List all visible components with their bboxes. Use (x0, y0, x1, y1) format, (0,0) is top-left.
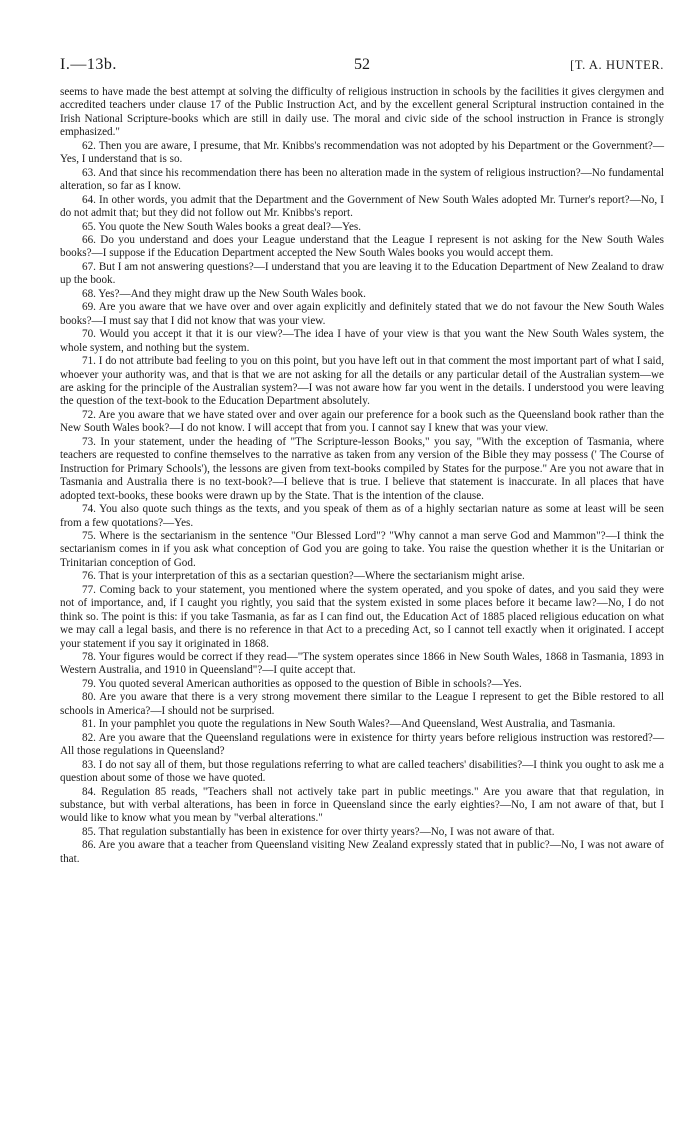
question-65: 65. You quote the New South Wales books a great deal?—Yes. (82, 220, 362, 233)
question-75: 75. Where is the sectarianism in the sentence "Our Blessed Lord"? "Why cannot a man serve God and Mammon"?—I think the sectarianism comes in if you ask what conception of God you are going to take. You raise the question whether it is the Unitarian or Trinitarian conception of God. (60, 529, 664, 569)
page-header (60, 56, 664, 74)
paragraph-continued: seems to have made the best attempt at solving the difficulty of religious instruction in schools by the facilities it gives clergymen and accredited teachers under clause 17 of the Public Instruction Act, and by the excellent general Scriptural instruction contained in the Irish National Scripture-books which are still in daily use. The moral and civic side of the school instruction in France is strongly emphasized." (60, 86, 664, 139)
question-71: 71. I do not attribute bad feeling to you on this point, but you have left out in that comment the most important part of what I said, whoever your authority was, and that is that we are not asking for all the details or any particular detail of the Australian system—we are asking for the principle of the Australian system?—I was not aware how far you went in the details. I understood you were leaving the question of the text-book to the Education Department absolutely. (60, 355, 664, 408)
paper-reference: I.—13b. (60, 56, 117, 73)
evidence-text (60, 86, 664, 866)
question-67: 67. But I am not answering questions?—I understand that you are leaving it to the Education Department of New Zealand to draw up the book. (60, 260, 664, 287)
question-66: 66. Do you understand and does your League understand that the League I represent is not asking for the New South Wales books?—I suppose if the Education Department accepted the New South Wales books you would accept them. (60, 233, 664, 260)
question-69: 69. Are you aware that we have over and over again explicitly and definitely stated that we do not favour the New South Wales books?—I must say that I did not know that was your view. (60, 301, 664, 327)
question-80: 80. Are you aware that there is a very strong movement there similar to the League I represent to get the Bible restored to all schools in America?—I should not be surprised. (60, 691, 664, 717)
question-84: 84. Regulation 85 reads, "Teachers shall not actively take part in public meetings." Are you aware that that regulation, in substance, but with verbal alterations, has been in force in Queensland since the early eighties?—No, I am not aware of that, but I would like to know what you mean by "verbal alterations." (60, 785, 664, 825)
question-70: 70. Would you accept it that it is our view?—The idea I have of your view is that you want the New South Wales system, the whole system, and nothing but the system. (60, 328, 664, 354)
question-83: 83. I do not say all of them, but those regulations referring to what are called teachers' disabilities?—I think you ought to ask me a question about some of those we have quoted. (60, 758, 664, 785)
question-72: 72. Are you aware that we have stated over and over again our preference for a book such as the Queensland book rather than the New South Wales book?—I do not know. I will accept that from you. I cannot say I knew that was your view. (60, 408, 664, 435)
question-77: 77. Coming back to your statement, you mentioned where the system operated, and you spoke of dates, and you said they were not of importance, and, if I caught you rightly, you said that the system existed in some places before it became law?—No, I do not think so. The point is this: if you take Tasmania, as far as I can find out, the Education Act of 1885 placed religious education on what we may call a legal basis, and there is no reference in that Act to a preceding Act, so I cannot tell exactly when it originated. I accept your statement if you say it originated in 1868. (60, 583, 664, 650)
question-64: 64. In other words, you admit that the Department and the Government of New South Wales adopted Mr. Turner's report?—No, I do not admit that; but they did not follow out Mr. Knibbs's report. (60, 193, 664, 220)
question-85: 85. That regulation substantially has been in existence for over thirty years?—No, I was not aware of that. (82, 825, 555, 838)
question-81: 81. In your pamphlet you quote the regulations in New South Wales?—And Queensland, West Australia, and Tasmania. (82, 718, 616, 731)
question-74: 74. You also quote such things as the texts, and you speak of them as of a highly sectarian nature as some at least will be seen from a few quotations?—Yes. (60, 503, 664, 529)
question-63: 63. And that since his recommendation there has been no alteration made in the system of religious instruction?—No fundamental alteration, so far as I know. (60, 166, 664, 193)
question-82: 82. Are you aware that the Queensland regulations were in existence for thirty years before religious instruction was restored?—All those regulations in Queensland? (60, 731, 664, 758)
question-76: 76. That is your interpretation of this as a sectarian question?—Where the sectarianism might arise. (82, 570, 525, 583)
question-62: 62. Then you are aware, I presume, that Mr. Knibbs's recommendation was not adopted by his Department or the Government?—Yes, I understand that is so. (60, 139, 664, 166)
question-86: 86. Are you aware that a teacher from Queensland visiting New Zealand expressly stated that in public?—No, I was not aware of that. (60, 839, 664, 865)
question-79: 79. You quoted several American authorities as opposed to the question of Bible in schools?—Yes. (82, 677, 522, 690)
question-68: 68. Yes?—And they might draw up the New South Wales book. (82, 287, 366, 300)
page-number: 52 (354, 56, 370, 73)
question-73: 73. In your statement, under the heading of "The Scripture-lesson Books," you say, "With the exception of Tasmania, where teachers are requested to confine themselves to the narrative as taken from any version of the Bible they may possess (' The Course of Instruction for Primary Schools'), the lessons are given from text-books compiled by States for the purpose." Are you not aware that in Tasmania and Australia there is no text-book?—I believe that is true. I believe that statement is inaccurate. In all places that have adopted text-books, these books were drawn up by the State. That is the intention of the clause. (60, 435, 664, 502)
witness-name: [T. A. HUNTER. (570, 58, 664, 72)
question-78: 78. Your figures would be correct if they read—"The system operates since 1866 in New South Wales, 1868 in Tasmania, 1893 in Western Australia, and 1910 in Queensland"?—I quite accept that. (60, 651, 664, 677)
